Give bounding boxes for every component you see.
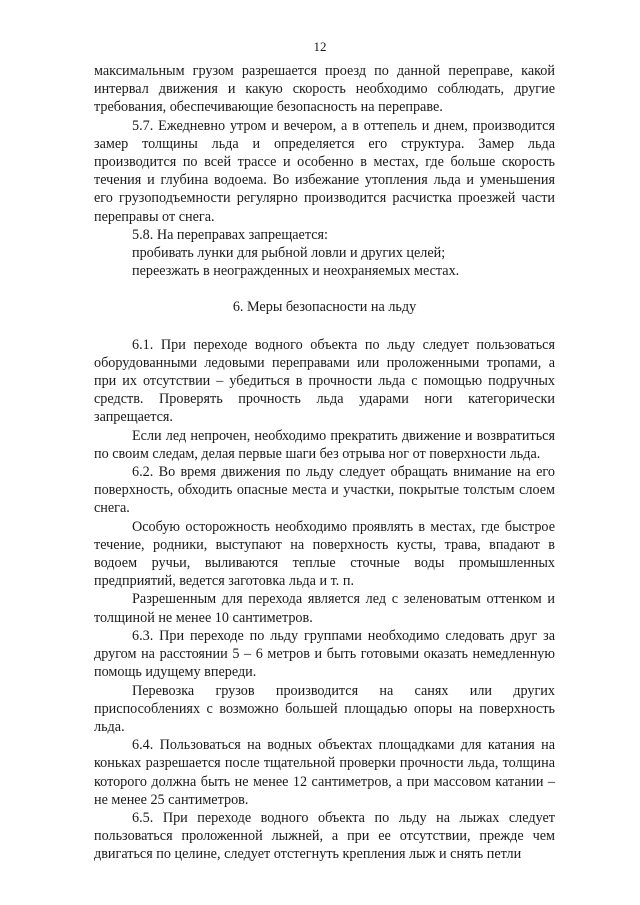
paragraph-5-7: 5.7. Ежедневно утром и вечером, а в оттепель и днем, производится замер толщины льда и определяется его структура. Замер льда производится по всей трассе и особенно в местах, где больше скорость течения и глубина водоема. Во избежание утопления льда и уменьшения его грузоподъемности регулярно производится расчистка проезжей части переправы от снега.	[94, 117, 555, 225]
document-body	[94, 62, 555, 864]
paragraph-6-2-continued: Особую осторожность необходимо проявлять в местах, где быстрое течение, родники, выступают на поверхность кусты, трава, впадают в водоем ручьи, выливаются теплые сточные воды промышленных предприятий, ведется заготовка льда и т. п.	[94, 518, 555, 590]
list-item: переезжать в неогражденных и неохраняемых местах.	[132, 263, 460, 280]
paragraph-5-8: 5.8. На переправах запрещается:	[132, 226, 328, 243]
paragraph-6-2: 6.2. Во время движения по льду следует обращать внимание на его поверхность, обходить опасные места и участки, покрытые толстым слоем снега.	[94, 464, 555, 517]
paragraph-6-1-continued: Если лед непрочен, необходимо прекратить движение и возвратиться по своим следам, делая первые шаги без отрыва ног от поверхности льда.	[94, 427, 555, 462]
list-item: пробивать лунки для рыбной ловли и других целей;	[132, 245, 446, 262]
paragraph-6-2-ice-color: Разрешенным для перехода является лед с зеленоватым оттенком и толщиной не менее 10 сантиметров.	[94, 591, 555, 626]
page-number: 12	[313, 39, 327, 54]
spacer	[94, 280, 555, 298]
section-heading: 6. Меры безопасности на льду	[232, 299, 417, 316]
paragraph-6-3-continued: Перевозка грузов производится на санях или других приспособлениях с возможно большей площадью опоры на поверхность льда.	[94, 682, 555, 735]
paragraph-6-1: 6.1. При переходе водного объекта по льду следует пользоваться оборудованными ледовыми переправами или проложенными тропами, а при их отсутствии – убедиться в прочности льда с помощью подручных средств. Проверять прочность льда ударами ноги категорически запрещается.	[94, 336, 555, 426]
paragraph-continued: максимальным грузом разрешается проезд по данной переправе, какой интервал движения и какую скорость необходимо соблюдать, другие требования, обеспечивающие безопасность на переправе.	[94, 63, 555, 116]
paragraph-6-4: 6.4. Пользоваться на водных объектах площадками для катания на коньках разрешается после тщательной проверки прочности льда, толщина которого должна быть не менее 12 сантиметров, а при массовом катании – не менее 25 сантиметров.	[94, 737, 555, 808]
paragraph-6-5: 6.5. При переходе водного объекта по льду на лыжах следует пользоваться проложенной лыжней, а при ее отсутствии, прежде чем двигаться по целине, следует отстегнуть крепления лыж и снять петли	[94, 809, 555, 863]
spacer	[94, 317, 555, 336]
paragraph-6-3: 6.3. При переходе по льду группами необходимо следовать друг за другом на расстоянии 5 – 6 метров и быть готовыми оказать немедленную помощь идущему впереди.	[94, 627, 555, 681]
